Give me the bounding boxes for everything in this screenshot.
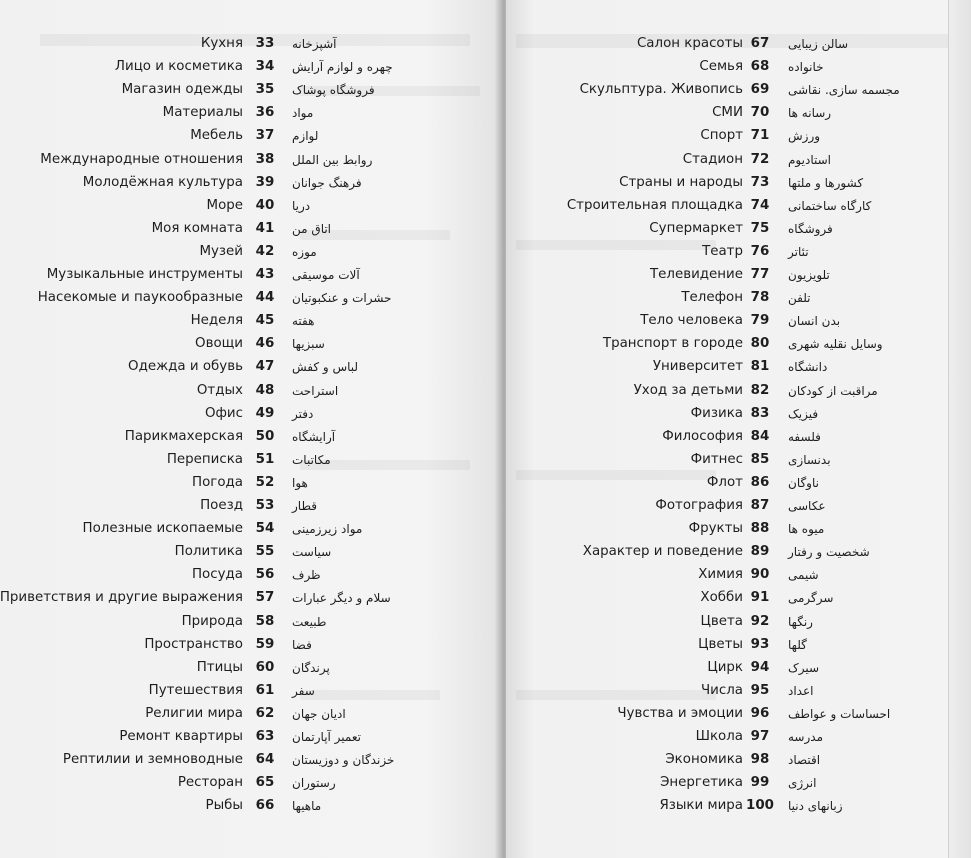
page-number: 53 xyxy=(255,498,275,513)
topic-persian: گلها xyxy=(788,637,807,652)
topic-russian: Поезд xyxy=(200,498,243,513)
page-number: 86 xyxy=(750,474,770,490)
topic-persian: شخصیت و رفتار xyxy=(788,545,870,560)
page-number: 69 xyxy=(750,82,770,98)
topic-russian: Рептилии и земноводные xyxy=(62,752,243,768)
index-entry xyxy=(0,356,500,378)
index-entry xyxy=(506,449,971,471)
page-number: 75 xyxy=(750,220,770,236)
topic-persian: مواد زیرزمینی xyxy=(292,522,363,537)
page-number: 93 xyxy=(750,636,770,652)
topic-russian: Молодёжная культура xyxy=(82,174,243,190)
page-number: 34 xyxy=(255,59,275,75)
page-number: 77 xyxy=(750,267,770,282)
index-entry xyxy=(0,749,500,771)
topic-russian: Рыбы xyxy=(205,798,243,814)
index-entry xyxy=(506,172,971,194)
topic-persian: سیاست xyxy=(292,545,332,560)
topic-russian: Музыкальные инструменты xyxy=(46,267,243,282)
topic-russian: СМИ xyxy=(712,105,743,121)
topic-persian: موزه xyxy=(292,244,317,259)
topic-russian: Фитнес xyxy=(690,451,743,467)
page-number: 48 xyxy=(255,382,275,398)
topic-persian: رسانه ها xyxy=(788,106,832,121)
topic-persian: سیرک xyxy=(788,660,820,675)
topic-persian: قطار xyxy=(292,499,318,513)
topic-russian: Кухня xyxy=(200,36,243,51)
page-number: 71 xyxy=(750,128,770,144)
topic-russian: Ремонт квартиры xyxy=(119,729,243,744)
topic-russian: Телевидение xyxy=(649,267,743,282)
topic-persian: لوازم xyxy=(292,129,319,144)
topic-russian: Музей xyxy=(199,243,243,259)
index-entry xyxy=(0,33,500,55)
topic-persian: رستوران xyxy=(292,776,336,791)
page-number: 90 xyxy=(750,567,770,583)
page-number: 51 xyxy=(255,451,275,467)
page-number: 100 xyxy=(746,798,774,814)
topic-russian: Политика xyxy=(174,544,243,560)
topic-persian: ورزش xyxy=(788,129,821,144)
index-entry xyxy=(0,564,500,586)
index-entry xyxy=(0,680,500,702)
topic-persian: میوه ها xyxy=(788,522,825,537)
page-number: 52 xyxy=(255,474,275,490)
page-number: 92 xyxy=(750,613,770,629)
index-entry xyxy=(0,149,500,171)
index-entry xyxy=(506,564,971,586)
topic-persian: رنگها xyxy=(788,614,813,629)
index-entry xyxy=(506,472,971,494)
page-number: 36 xyxy=(255,105,275,121)
topic-persian: اقتصاد xyxy=(788,753,821,768)
page-number: 63 xyxy=(255,729,275,744)
index-entry xyxy=(506,587,971,609)
index-entry xyxy=(506,703,971,725)
page-number: 65 xyxy=(255,775,275,791)
index-entry xyxy=(0,218,500,240)
page-number: 91 xyxy=(750,590,770,606)
index-entry xyxy=(0,380,500,402)
topic-russian: Страны и народы xyxy=(619,174,743,190)
page-number: 82 xyxy=(750,382,770,398)
topic-persian: اعداد xyxy=(788,683,814,698)
index-entry xyxy=(506,333,971,355)
page-number: 35 xyxy=(255,82,275,98)
topic-persian: دریا xyxy=(292,198,311,213)
page-number: 42 xyxy=(255,243,275,259)
page-number: 46 xyxy=(255,336,275,352)
topic-russian: Языки мира xyxy=(659,798,743,814)
topic-persian: تعمیر آپارتمان xyxy=(292,730,361,744)
page-number: 62 xyxy=(255,705,275,721)
index-entry xyxy=(0,56,500,78)
topic-persian: وسایل نقلیه شهری xyxy=(788,337,883,352)
topic-persian: مراقبت از کودکان xyxy=(788,383,878,398)
index-entry xyxy=(0,472,500,494)
topic-russian: Салон красоты xyxy=(636,36,743,51)
page-number: 61 xyxy=(255,682,275,698)
topic-persian: کشورها و ملتها xyxy=(788,175,864,190)
index-entry xyxy=(506,403,971,425)
index-entry xyxy=(506,149,971,171)
index-entry xyxy=(506,356,971,378)
page-number: 40 xyxy=(255,197,275,213)
index-entry xyxy=(0,195,500,217)
page-number: 67 xyxy=(750,36,770,51)
topic-russian: Море xyxy=(206,197,243,213)
topic-russian: Насекомые и паукообразные xyxy=(37,290,243,306)
index-entry xyxy=(0,172,500,194)
page-number: 47 xyxy=(255,359,275,375)
index-entry xyxy=(0,264,500,286)
topic-russian: Флот xyxy=(706,474,743,490)
topic-russian: Моя комната xyxy=(151,220,243,236)
topic-russian: Скульптура. Живопись xyxy=(579,82,743,98)
page-number: 83 xyxy=(750,405,770,421)
topic-russian: Магазин одежды xyxy=(121,82,243,98)
topic-persian: تئاتر xyxy=(788,244,809,259)
topic-persian: خزندگان و دوزیستان xyxy=(292,753,395,768)
index-entry xyxy=(0,703,500,725)
topic-russian: Школа xyxy=(695,729,743,744)
topic-russian: Цветы xyxy=(698,636,743,652)
index-entry xyxy=(0,449,500,471)
index-entry xyxy=(0,310,500,332)
page-number: 33 xyxy=(255,36,275,51)
topic-persian: طبیعت xyxy=(292,614,327,629)
topic-russian: Овощи xyxy=(195,336,243,352)
page-number: 96 xyxy=(750,705,770,721)
page-number: 80 xyxy=(750,336,770,352)
topic-russian: Экономика xyxy=(665,752,743,768)
topic-persian: مدرسه xyxy=(788,730,824,744)
page-number: 37 xyxy=(255,128,275,144)
page-number: 44 xyxy=(255,290,275,306)
topic-russian: Транспорт в городе xyxy=(602,336,743,352)
index-entry xyxy=(506,772,971,794)
page-number: 68 xyxy=(750,59,770,75)
page-number: 41 xyxy=(255,220,275,236)
topic-russian: Университет xyxy=(652,359,743,375)
page-number: 50 xyxy=(255,428,275,444)
topic-persian: آرایشگاه xyxy=(292,429,336,444)
index-entry xyxy=(506,657,971,679)
topic-persian: مواد xyxy=(292,106,314,121)
topic-persian: اتاق من xyxy=(292,221,332,236)
topic-persian: فروشگاه پوشاک xyxy=(292,83,375,98)
topic-russian: Энергетика xyxy=(660,775,743,791)
page-number: 94 xyxy=(750,659,770,675)
topic-russian: Мебель xyxy=(190,128,243,144)
topic-persian: سالن زیبایی xyxy=(788,37,849,51)
page-number: 55 xyxy=(255,544,275,560)
index-entry xyxy=(506,79,971,101)
topic-persian: آلات موسیقی xyxy=(292,268,360,282)
topic-persian: سبزیها xyxy=(292,337,325,352)
topic-persian: فرهنگ جوانان xyxy=(292,175,362,190)
index-entry xyxy=(0,241,500,263)
index-entry xyxy=(506,380,971,402)
topic-persian: فروشگاه xyxy=(788,221,833,236)
topic-persian: کارگاه ساختمانی xyxy=(788,198,872,213)
index-entry xyxy=(0,426,500,448)
index-entry xyxy=(0,403,500,425)
topic-russian: Философия xyxy=(662,428,743,444)
topic-russian: Пространство xyxy=(144,636,243,652)
topic-russian: Чувства и эмоции xyxy=(617,705,743,721)
index-entry xyxy=(506,33,971,55)
index-entry xyxy=(506,102,971,124)
topic-russian: Лицо и косметика xyxy=(114,59,243,75)
topic-russian: Хобби xyxy=(700,590,743,606)
page-number: 73 xyxy=(750,174,770,190)
index-entry xyxy=(506,611,971,633)
index-entry xyxy=(0,541,500,563)
topic-russian: Цвета xyxy=(700,613,743,629)
page-number: 54 xyxy=(255,521,275,537)
topic-russian: Телефон xyxy=(681,290,743,306)
topic-russian: Семья xyxy=(699,59,743,75)
page-number: 39 xyxy=(255,174,275,190)
topic-persian: احساسات و عواطف xyxy=(788,706,891,721)
page-number: 66 xyxy=(255,798,275,814)
page-number: 98 xyxy=(750,752,770,768)
page-number: 70 xyxy=(750,105,770,121)
topic-russian: Фрукты xyxy=(688,521,743,537)
page-number: 43 xyxy=(255,267,275,282)
topic-russian: Религии мира xyxy=(145,705,243,721)
topic-russian: Характер и поведение xyxy=(582,544,743,560)
index-entry xyxy=(506,264,971,286)
index-entry xyxy=(0,287,500,309)
page-number: 89 xyxy=(750,544,770,560)
index-entry xyxy=(506,426,971,448)
topic-persian: استراحت xyxy=(292,383,339,398)
page-number: 76 xyxy=(750,243,770,259)
index-entry xyxy=(506,310,971,332)
page-number: 84 xyxy=(750,428,770,444)
index-entry xyxy=(0,726,500,748)
index-entry xyxy=(0,611,500,633)
page-number: 72 xyxy=(750,151,770,167)
page-number: 38 xyxy=(255,151,275,167)
topic-persian: تلویزیون xyxy=(788,268,830,282)
topic-russian: Птицы xyxy=(196,659,243,675)
topic-russian: Спорт xyxy=(700,128,743,144)
topic-persian: خانواده xyxy=(788,60,824,75)
page-number: 58 xyxy=(255,613,275,629)
topic-russian: Театр xyxy=(702,243,743,259)
topic-persian: ناوگان xyxy=(788,475,819,490)
right-page xyxy=(506,0,971,858)
next-page-edge xyxy=(948,0,971,858)
page-number: 85 xyxy=(750,451,770,467)
index-entry xyxy=(0,657,500,679)
topic-persian: هوا xyxy=(292,475,308,490)
index-entry xyxy=(506,195,971,217)
topic-persian: هفته xyxy=(292,314,315,329)
topic-persian: شیمی xyxy=(788,568,819,583)
topic-russian: Фотография xyxy=(655,498,743,513)
topic-russian: Международные отношения xyxy=(40,151,243,167)
index-entry xyxy=(0,333,500,355)
topic-persian: حشرات و عنکبوتیان xyxy=(292,291,392,306)
page-number: 74 xyxy=(750,197,770,213)
page-number: 60 xyxy=(255,659,275,675)
topic-persian: لباس و کفش xyxy=(292,360,359,375)
index-entry xyxy=(0,587,500,609)
topic-persian: آشپزخانه xyxy=(292,37,337,51)
index-entry xyxy=(0,102,500,124)
topic-persian: چهره و لوازم آرایش xyxy=(292,60,393,75)
page-number: 88 xyxy=(750,521,770,537)
page-number: 78 xyxy=(750,290,770,306)
page-number: 81 xyxy=(750,359,770,375)
index-entry xyxy=(506,125,971,147)
topic-persian: تلفن xyxy=(788,291,811,306)
index-entry xyxy=(506,218,971,240)
topic-persian: انرژی xyxy=(788,776,817,791)
page-number: 95 xyxy=(750,682,770,698)
topic-russian: Одежда и обувь xyxy=(128,359,243,375)
topic-persian: مکاتبات xyxy=(292,452,331,467)
topic-persian: بدن انسان xyxy=(788,314,841,329)
topic-persian: عکاسی xyxy=(788,499,826,513)
topic-persian: ماهیها xyxy=(292,799,322,814)
topic-russian: Стадион xyxy=(682,151,743,167)
index-entry xyxy=(0,518,500,540)
index-entry xyxy=(506,634,971,656)
index-entry xyxy=(0,634,500,656)
topic-russian: Цирк xyxy=(707,659,743,675)
page-number: 97 xyxy=(750,729,770,744)
index-entry xyxy=(0,795,500,817)
topic-russian: Неделя xyxy=(190,313,243,329)
index-entry xyxy=(506,518,971,540)
index-entry xyxy=(506,241,971,263)
topic-persian: سلام و دیگر عبارات xyxy=(292,591,391,606)
topic-persian: استادیوم xyxy=(788,152,831,167)
page-number: 79 xyxy=(750,313,770,329)
topic-persian: ظرف xyxy=(292,568,321,583)
topic-russian: Переписка xyxy=(166,451,243,467)
topic-persian: مجسمه سازی. نقاشی xyxy=(788,83,900,98)
topic-persian: زبانهای دنیا xyxy=(788,799,843,814)
page-number: 57 xyxy=(255,590,275,606)
topic-russian: Уход за детьми xyxy=(633,382,743,398)
topic-russian: Парикмахерская xyxy=(124,428,243,444)
topic-russian: Полезные ископаемые xyxy=(82,521,243,537)
topic-russian: Путешествия xyxy=(148,682,243,698)
topic-russian: Приветствия и другие выражения xyxy=(0,590,243,606)
index-entry xyxy=(506,749,971,771)
page-number: 87 xyxy=(750,498,770,513)
topic-russian: Погода xyxy=(192,474,243,490)
topic-persian: دفتر xyxy=(292,406,314,421)
index-entry xyxy=(506,495,971,517)
topic-persian: روابط بین الملل xyxy=(292,152,373,167)
topic-russian: Супермаркет xyxy=(649,220,743,236)
page-number: 64 xyxy=(255,752,275,768)
topic-persian: ادیان جهان xyxy=(292,706,346,721)
topic-russian: Химия xyxy=(698,567,743,583)
topic-russian: Посуда xyxy=(191,567,243,583)
topic-russian: Тело человека xyxy=(640,313,743,329)
topic-persian: فیزیک xyxy=(788,406,819,421)
index-entry xyxy=(506,795,971,817)
topic-russian: Строительная площадка xyxy=(566,197,743,213)
index-entry xyxy=(506,56,971,78)
topic-persian: بدنسازی xyxy=(788,452,831,467)
topic-persian: فضا xyxy=(292,637,312,652)
topic-persian: سرگرمی xyxy=(788,591,834,606)
topic-persian: دانشگاه xyxy=(788,360,828,375)
topic-russian: Числа xyxy=(700,682,743,698)
topic-russian: Материалы xyxy=(162,105,243,121)
topic-russian: Отдых xyxy=(196,382,243,398)
index-entry xyxy=(0,772,500,794)
page-number: 56 xyxy=(255,567,275,583)
page-number: 99 xyxy=(750,775,770,791)
page-number: 59 xyxy=(255,636,275,652)
topic-russian: Офис xyxy=(204,405,243,421)
topic-russian: Ресторан xyxy=(177,775,243,791)
index-entry xyxy=(506,680,971,702)
index-entry xyxy=(0,125,500,147)
index-entry xyxy=(506,287,971,309)
index-entry xyxy=(506,541,971,563)
topic-russian: Физика xyxy=(690,405,743,421)
topic-persian: پرندگان xyxy=(292,660,330,675)
topic-persian: سفر xyxy=(292,683,315,698)
index-entry xyxy=(0,495,500,517)
index-entry xyxy=(506,726,971,748)
topic-persian: فلسفه xyxy=(788,429,821,444)
topic-russian: Природа xyxy=(181,613,243,629)
index-entry xyxy=(0,79,500,101)
page-number: 45 xyxy=(255,313,275,329)
page-number: 49 xyxy=(255,405,275,421)
